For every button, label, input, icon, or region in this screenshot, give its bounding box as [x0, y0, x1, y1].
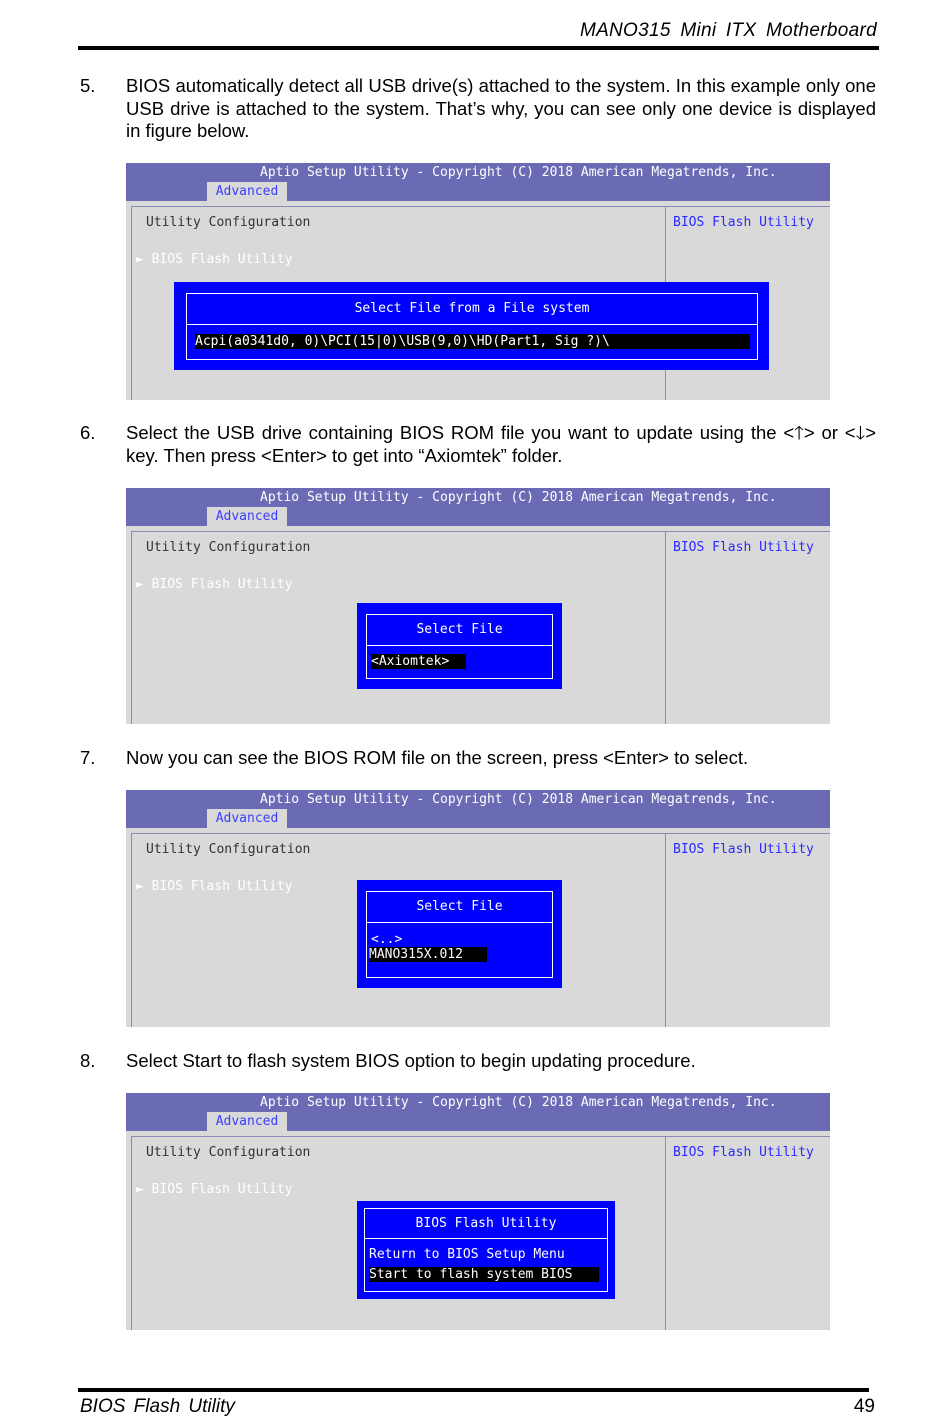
step-number: 6.: [80, 422, 96, 443]
select-file-system-dialog: [174, 282, 769, 370]
return-to-setup-option[interactable]: Return to BIOS Setup Menu: [369, 1247, 565, 1262]
menu-item-bios-flash-utility[interactable]: ► BIOS Flash Utility: [136, 1182, 293, 1197]
dialog-separator: [367, 922, 552, 923]
step-text: Select the USB drive containing BIOS ROM file you want to update using the <🡑> or <🡓> key. Then press <Enter> to get into “Axiomtek” folder.: [126, 422, 876, 466]
help-text: BIOS Flash Utility: [673, 842, 814, 857]
step-8: [80, 1050, 876, 1074]
bios-help-pane: [665, 531, 830, 724]
bios-screenshot-1: [126, 163, 830, 400]
dialog-title: Select File from a File system: [354, 301, 590, 316]
file-system-option[interactable]: Acpi(a0341d0, 0)\PCI(15|0)\USB(9,0)\HD(Part1, Sig ?)\: [195, 334, 750, 349]
help-text: BIOS Flash Utility: [673, 540, 814, 555]
footer-rule: [78, 1388, 869, 1392]
step-text: Now you can see the BIOS ROM file on the screen, press <Enter> to select.: [126, 747, 749, 768]
section-label: Utility Configuration: [146, 1145, 311, 1160]
step-number: 8.: [80, 1050, 96, 1071]
step-text: Select Start to flash system BIOS option to begin updating procedure.: [126, 1050, 696, 1071]
bios-screenshot-3: [126, 790, 830, 1027]
tab-advanced[interactable]: Advanced: [207, 182, 287, 201]
step-5: [80, 75, 876, 143]
bios-flash-utility-dialog: [357, 1201, 615, 1299]
page-header-title: MANO315 Mini ITX Motherboard: [579, 20, 877, 41]
section-label: Utility Configuration: [146, 215, 311, 230]
bios-copyright: Aptio Setup Utility - Copyright (C) 2018 American Megatrends, Inc.: [260, 165, 777, 180]
menu-item-bios-flash-utility[interactable]: ► BIOS Flash Utility: [136, 252, 293, 267]
start-flash-option[interactable]: Start to flash system BIOS: [369, 1267, 599, 1282]
dialog-separator: [367, 645, 552, 646]
help-text: BIOS Flash Utility: [673, 215, 814, 230]
dialog-title: Select File: [416, 622, 503, 637]
step-7: [80, 747, 876, 771]
tab-advanced[interactable]: Advanced: [207, 809, 287, 828]
footer-section-title: BIOS Flash Utility: [80, 1396, 235, 1417]
dialog-title: Select File: [416, 899, 503, 914]
step-6: [80, 422, 876, 468]
bios-screenshot-4: [126, 1093, 830, 1330]
header-rule: [78, 46, 879, 50]
dialog-separator: [365, 1238, 607, 1239]
bios-screenshot-2: [126, 488, 830, 724]
bios-copyright: Aptio Setup Utility - Copyright (C) 2018 American Megatrends, Inc.: [260, 792, 777, 807]
select-file-dialog: [357, 880, 562, 988]
select-file-dialog: [357, 603, 562, 689]
tab-advanced[interactable]: Advanced: [207, 507, 287, 526]
rom-file-option[interactable]: MANO315X.012: [369, 947, 487, 962]
menu-item-bios-flash-utility[interactable]: ► BIOS Flash Utility: [136, 577, 293, 592]
page-number: 49: [853, 1396, 875, 1417]
bios-copyright: Aptio Setup Utility - Copyright (C) 2018 American Megatrends, Inc.: [260, 1095, 777, 1110]
parent-directory-option[interactable]: <..>: [371, 932, 403, 947]
menu-item-bios-flash-utility[interactable]: ► BIOS Flash Utility: [136, 879, 293, 894]
section-label: Utility Configuration: [146, 540, 311, 555]
bios-help-pane: [665, 1136, 830, 1330]
step-number: 5.: [80, 75, 96, 96]
step-text: BIOS automatically detect all USB drive(s) attached to the system. In this example only one USB drive is attached to the system. That’s why, you can see only one device is displayed in figure below.: [126, 75, 876, 141]
step-number: 7.: [80, 747, 96, 768]
bios-help-pane: [665, 833, 830, 1027]
dialog-title: BIOS Flash Utility: [415, 1216, 557, 1231]
folder-option-axiomtek[interactable]: <Axiomtek>: [371, 654, 466, 669]
dialog-separator: [187, 324, 757, 325]
tab-advanced[interactable]: Advanced: [207, 1112, 287, 1131]
help-text: BIOS Flash Utility: [673, 1145, 814, 1160]
section-label: Utility Configuration: [146, 842, 311, 857]
bios-copyright: Aptio Setup Utility - Copyright (C) 2018 American Megatrends, Inc.: [260, 490, 777, 505]
